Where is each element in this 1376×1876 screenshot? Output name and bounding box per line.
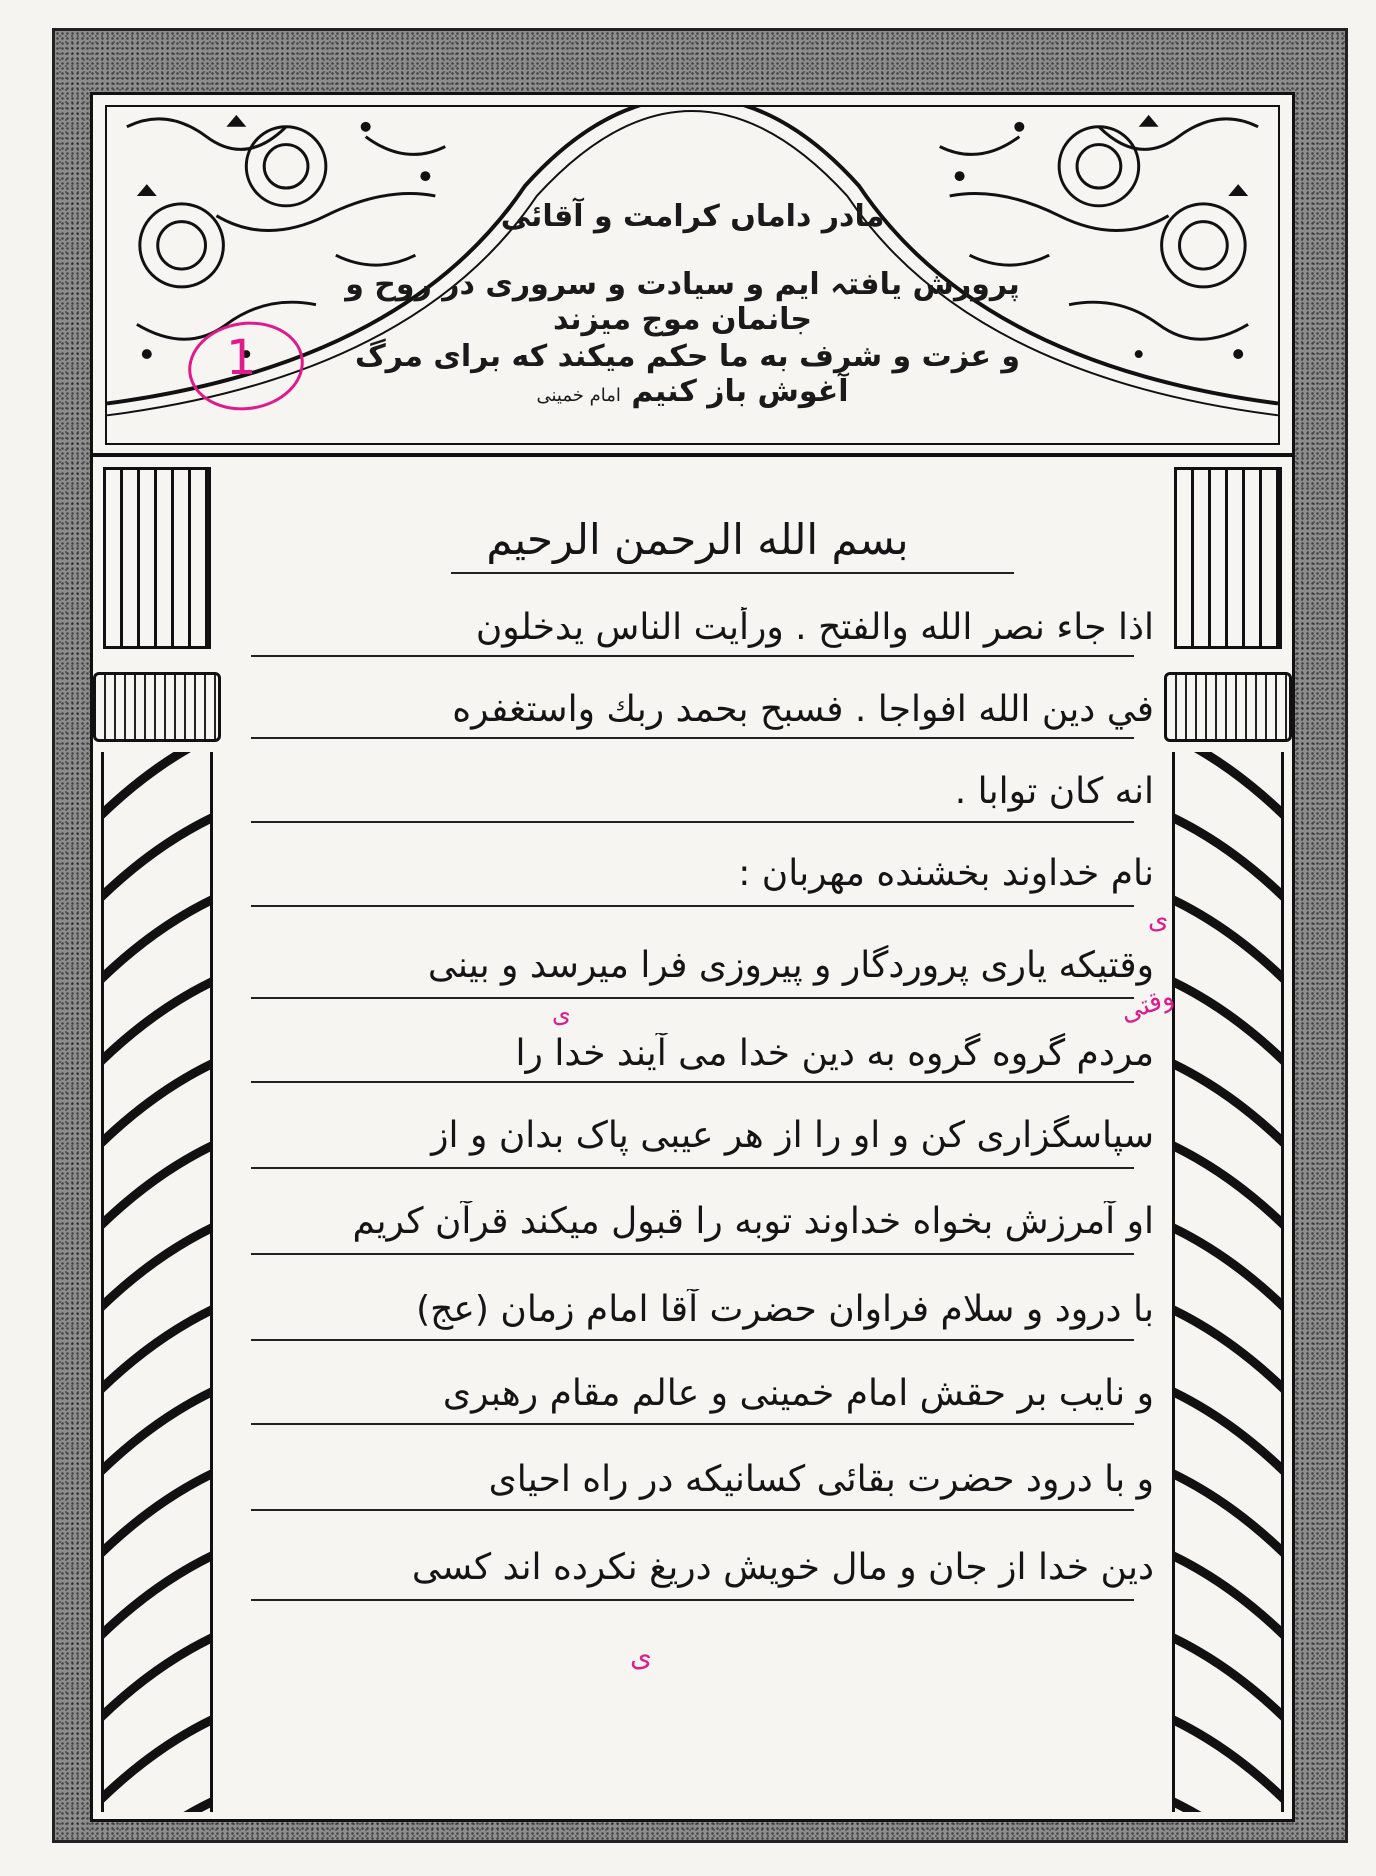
text-line-4: نام خداوند بخشنده مهربان : [738,853,1154,894]
text-line-2: في دين الله افواجا . فسبح بحمد ربك واستغفره [452,689,1154,730]
rule-line [251,1423,1134,1425]
rule-line [251,1339,1134,1341]
left-column-base [93,672,221,742]
rule-line [251,821,1134,823]
header-line-3-text: و عزت و شرف به ما حکم میکند که برای مرگ آغوش باز کنیم [354,339,1021,409]
text-line-5: وقتیکه یاری پروردگار و پیروزی فرا میرسد و بینی [427,945,1154,986]
handwritten-text-area [221,457,1164,1819]
twisted-shaft-pattern [1175,752,1281,1812]
text-line-1: اذا جاء نصر الله والفتح . ورأيت الناس يدخلون [475,607,1154,648]
rule-line [251,655,1134,657]
text-line-7: سپاسگزاری کن و او را از هر عیبی پاک بدان و از [431,1115,1154,1156]
rule-line [251,1599,1134,1601]
left-column-capital [103,467,211,649]
rule-line [251,1253,1134,1255]
right-column [1164,457,1292,1822]
circled-number: 1 [226,330,257,386]
margin-note: وقتی [1116,981,1179,1029]
pink-mark: ی [630,1640,652,1673]
header-line-1: مادر داماں کرامت و آقائی [500,199,885,234]
rule-line [451,572,1014,574]
text-line-10: و نایب بر حقش امام خمینی و عالم مقام رهبری [442,1373,1154,1414]
rule-line [251,1081,1134,1083]
left-twisted-shaft [101,752,213,1812]
basmala: بسم الله الرحمن الرحيم [486,515,909,564]
pink-mark: ی [552,1000,571,1028]
header-signature: امام خمینی [536,385,621,406]
pink-mark: ی [1148,905,1169,935]
right-column-base [1164,672,1292,742]
header-line-2: پرورش یافتہ ایم و سیادت و سروری در روح و جانمان موج میزند [345,267,1020,337]
right-column-capital [1174,467,1282,649]
text-line-3: انه كان توابا . [954,771,1154,812]
rule-line [251,905,1134,907]
rule-line [251,1509,1134,1511]
rule-line [251,737,1134,739]
twisted-shaft-pattern [104,752,210,1812]
left-column [93,457,221,1822]
text-line-12: دین خدا از جان و مال خویش دریغ نکرده اند کسی [411,1547,1154,1588]
text-line-11: و با درود حضرت بقائی کسانیکه در راه احیای [488,1459,1154,1500]
text-line-9: با درود و سلام فراوان حضرت آقا امام زمان (عج) [416,1289,1154,1330]
rule-line [251,1167,1134,1169]
text-line-6: مردم گروه گروه به دین خدا می آیند خدا را [515,1033,1154,1074]
header-line-3 [307,339,1068,409]
rule-line [251,997,1134,999]
right-twisted-shaft [1172,752,1284,1812]
text-line-8: او آمرزش بخواه خداوند توبه را قبول میکند قرآن کریم [352,1201,1154,1242]
